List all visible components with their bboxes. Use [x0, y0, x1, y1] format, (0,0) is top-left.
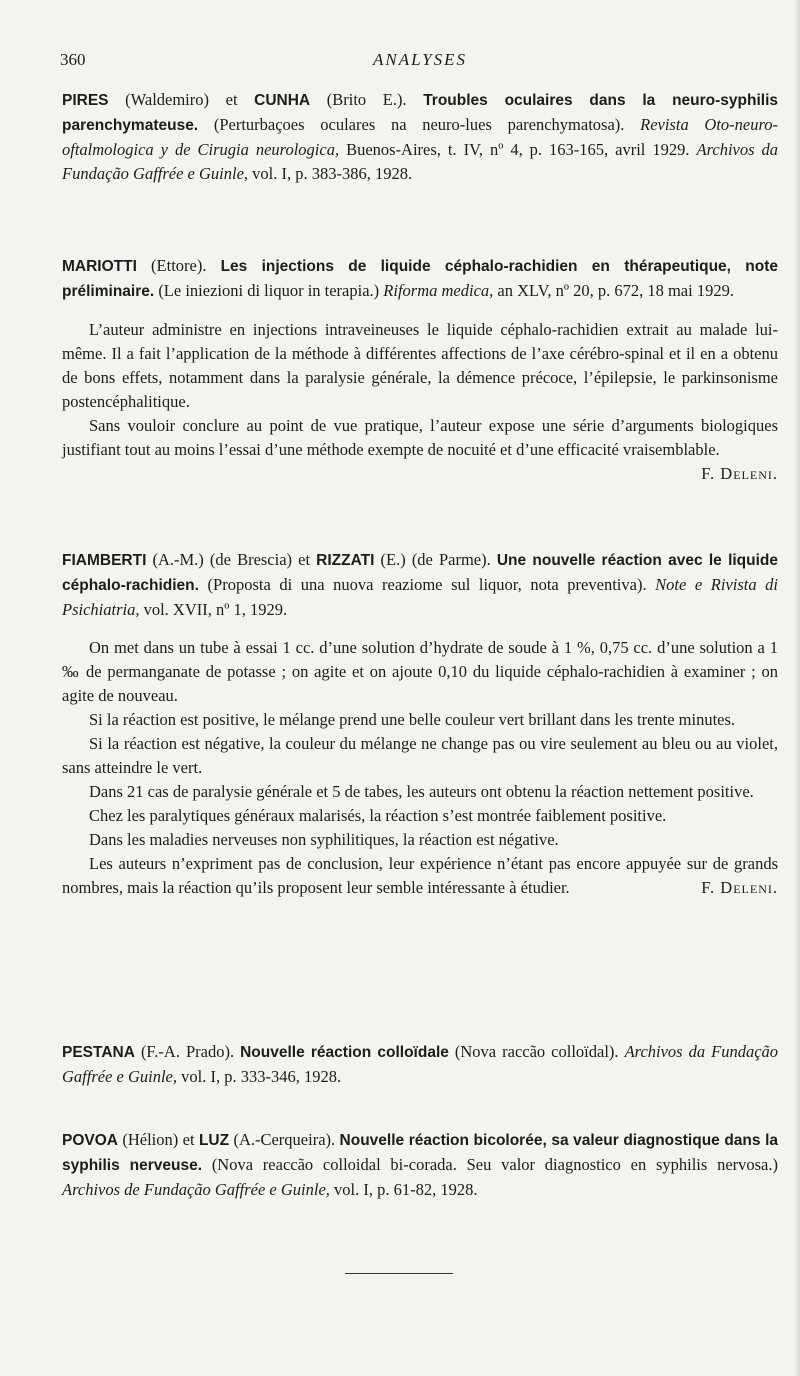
journal-name: Note e Rivista di Psichiatria, — [62, 575, 779, 619]
author-first-name: (E.) — [380, 550, 406, 569]
original-title: (Nova raccão colloïdal). — [454, 1042, 619, 1061]
conjunction: et — [298, 550, 311, 569]
author-origin: (de Brescia) — [209, 550, 293, 569]
author-origin: (de Parme). — [411, 550, 491, 569]
original-title: (Nova reaccão colloidal bi-corada. Seu valor diagnostico en syphilis nervosa.) — [211, 1155, 779, 1174]
reference — [62, 1128, 778, 1202]
abstract-paragraph — [62, 414, 778, 483]
citation-detail: Buenos-Aires, t. IV, nº 4, p. 163-165, avril 1929. — [346, 140, 690, 159]
article-title: Troubles oculaires dans la neuro-syphilis parenchymateuse. — [62, 92, 779, 134]
signature: F. Deleni. — [701, 464, 778, 483]
abstract-text: Sans vouloir conclure au point de vue pratique, l’auteur expose une série d’arguments biologiques justifiant tout au moins l’essai d’une méthode exempte de nocuité et d’une efficacité vraisemblable. — [62, 416, 778, 459]
author-first-name: (Hélion) — [122, 1130, 179, 1149]
abstract-entry-fiamberti-rizzati — [62, 548, 778, 900]
author-name: LUZ — [198, 1132, 230, 1149]
running-title: ANALYSES — [372, 50, 468, 69]
citation-detail: an XLV, nº 20, p. 672, 18 mai 1929. — [497, 281, 734, 300]
end-rule — [345, 1273, 453, 1274]
abstract-entry-mariotti — [62, 254, 778, 486]
author-first-name: (F.-A. Prado). — [140, 1042, 235, 1061]
page-header — [60, 50, 780, 74]
citation-detail: vol. I, p. 61-82, 1928. — [334, 1180, 478, 1199]
citation-detail: vol. I, p. 333-346, 1928. — [181, 1067, 342, 1086]
author-first-name: (A.-M.) — [152, 550, 204, 569]
author-first-name: (A.-Cerqueira). — [233, 1130, 336, 1149]
article-title: Les injections de liquide céphalo-rachidien en thérapeutique, note préliminaire. — [62, 258, 779, 300]
author-name: PESTANA — [62, 1044, 135, 1061]
abstract-entry-povoa-luz — [62, 1128, 778, 1202]
abstract-entry-pestana — [62, 1040, 778, 1089]
article-title: Une nouvelle réaction avec le liquide céphalo-rachidien. — [62, 552, 779, 594]
abstract-text: Les auteurs n’expriment pas de conclusion, leur expérience n’étant pas encore appuyée sur de grands nombres, mais la réaction qu’ils proposent leur semble intéressante à étudier. — [62, 854, 778, 897]
reference — [62, 88, 778, 186]
citation-detail: vol. XVII, nº 1, 1929. — [143, 600, 288, 619]
author-first-name: (Brito E.). — [326, 90, 407, 109]
journal-name: Revista Oto-neuro-oftalmologica y de Cirugia neurologica, — [62, 115, 779, 159]
journal-name: Archivos da Fundação Gaffrée e Guinle, — [62, 140, 779, 183]
article-title: Nouvelle réaction colloïdale — [240, 1044, 449, 1061]
reference — [62, 1040, 778, 1089]
page-number: 360 — [60, 50, 86, 69]
author-first-name: (Ettore). — [151, 256, 207, 275]
conjunction: et — [225, 90, 238, 109]
journal-name: Archivos de Fundação Gaffrée e Guinle, — [62, 1180, 330, 1199]
abstract-paragraph — [62, 852, 778, 900]
abstract-paragraph: L’auteur administre en injections intraveineuses le liquide céphalo-rachidien extrait au malade lui-même. Il a fait l’application de la méthode à différentes affections de l’axe cérébro-spinal et il en a obtenu de bons effets, notamment dans la paralysie générale, la démence précoce, l’épilepsie, le parkinsonisme postencéphalitique. — [62, 320, 778, 411]
original-title: (Le iniezioni di liquor in terapia.) — [158, 281, 380, 300]
author-name: POVOA — [62, 1132, 118, 1149]
author-name: CUNHA — [254, 92, 311, 109]
article-title: Nouvelle réaction bicolorée, sa valeur diagnostique dans la syphilis nerveuse. — [62, 1132, 778, 1174]
author-name: RIZZATI — [316, 552, 375, 569]
page-edge-shadow — [794, 0, 800, 1376]
journal-name: Archivos da Fundação Gaffrée e Guinle, — [62, 1042, 779, 1086]
abstract-paragraph: Chez les paralytiques généraux malarisés, la réaction s’est montrée faiblement positive. — [89, 806, 667, 825]
abstract-paragraph: Dans les maladies nerveuses non syphilitiques, la réaction est négative. — [89, 830, 559, 849]
original-title: (Perturbaçoes oculares na neuro-lues parenchymatosa). — [213, 115, 625, 134]
journal-name: Riforma medica, — [383, 281, 494, 300]
abstract-paragraph: Si la réaction est positive, le mélange prend une belle couleur vert brillant dans les trente minutes. — [89, 710, 736, 729]
conjunction: et — [182, 1130, 195, 1149]
author-name: FIAMBERTI — [62, 552, 147, 569]
reference — [62, 254, 778, 304]
original-title: (Proposta di una nuova reaziome sul liquor, nota preventiva). — [207, 575, 647, 594]
signature: F. Deleni. — [701, 878, 778, 897]
citation-detail: vol. I, p. 383-386, 1928. — [252, 164, 413, 183]
abstract-paragraph: Si la réaction est négative, la couleur du mélange ne change pas ou vire seulement au bleu ou au violet, sans atteindre le vert. — [62, 734, 778, 777]
abstract-entry-pires-cunha — [62, 88, 778, 186]
author-name: MARIOTTI — [62, 258, 137, 275]
author-first-name: (Waldemiro) — [125, 90, 210, 109]
abstract-paragraph: On met dans un tube à essai 1 cc. d’une solution d’hydrate de soude à 1 %, 0,75 cc. d’une solution a 1 ‰ de permanganate de potasse ; on agite et on ajoute 0,10 du liquide céphalo-rachidien à examiner ; on agite de nouveau. — [62, 638, 778, 705]
abstract-paragraph: Dans 21 cas de paralysie générale et 5 de tabes, les auteurs ont obtenu la réaction nettement positive. — [89, 782, 754, 801]
reference — [62, 548, 778, 622]
author-name: PIRES — [62, 92, 109, 109]
